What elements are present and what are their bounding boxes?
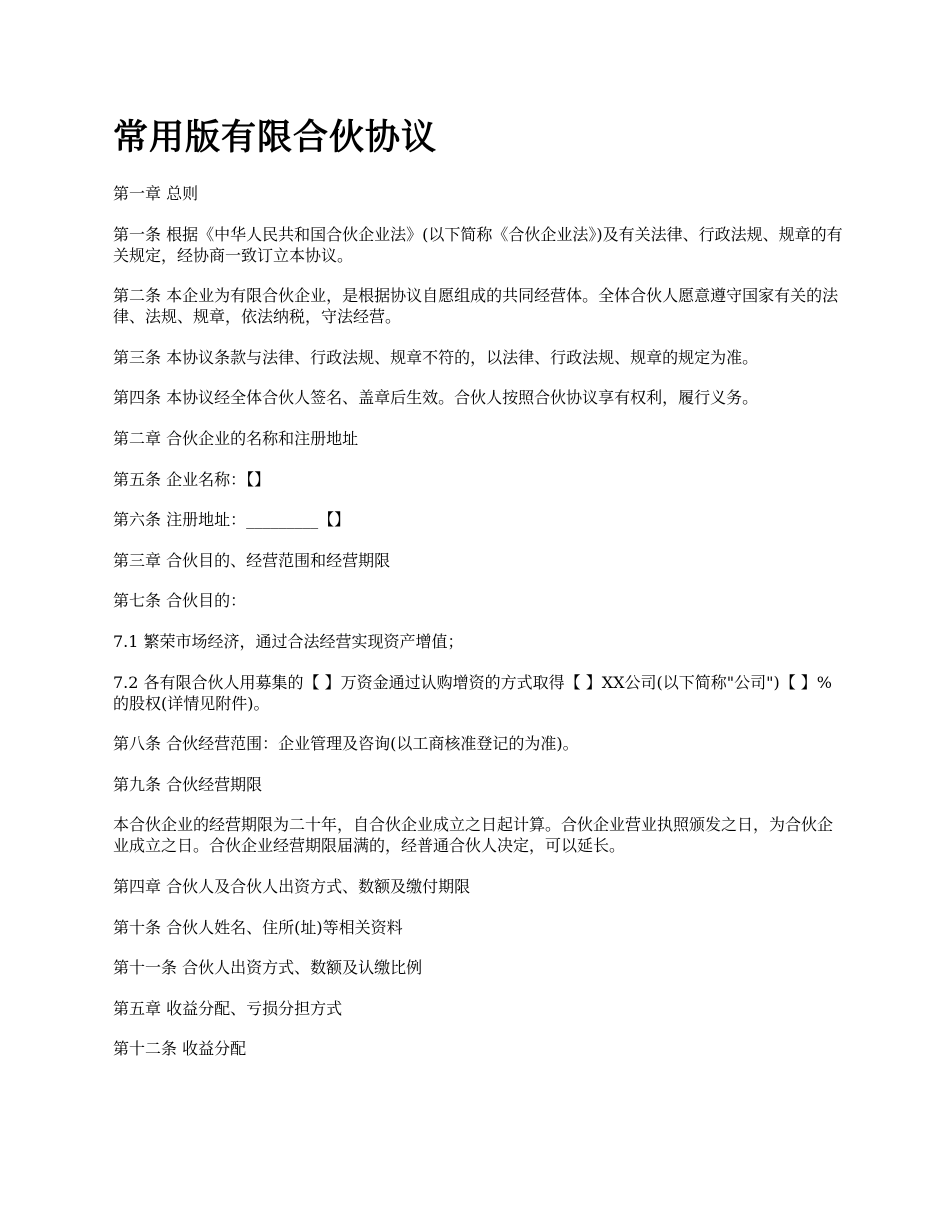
article-paragraph: 第二条 本企业为有限合伙企业，是根据协议自愿组成的共同经营体。全体合伙人愿意遵守国家有关的法律、法规、规章，依法纳税，守法经营。	[113, 286, 839, 327]
chapter-heading: 第三章 合伙目的、经营范围和经营期限	[113, 550, 391, 570]
chapter-heading: 第五章 收益分配、亏损分担方式	[113, 998, 343, 1018]
chapter-heading: 第二章 合伙企业的名称和注册地址	[113, 428, 359, 448]
article-paragraph: 第十一条 合伙人出资方式、数额及认缴比例	[113, 958, 423, 978]
chapter-heading: 第一章 总则	[113, 184, 199, 203]
article-paragraph: 第七条 合伙目的：	[113, 591, 247, 611]
article-paragraph: 第一条 根据《中华人民共和国合伙企业法》(以下简称《合伙企业法》)及有关法律、行政法规、规章的有关规定，经协商一致订立本协议。	[113, 224, 843, 265]
article-paragraph: 第四条 本协议经全体合伙人签名、盖章后生效。合伙人按照合伙协议享有权利，履行义务。	[113, 388, 759, 408]
clause-paragraph: 7.2 各有限合伙人用募集的【 】万资金通过认购增资的方式取得【 】XX公司(以下简称"公司")【 】%的股权(详情见附件)。	[113, 672, 832, 713]
article-paragraph: 第十条 合伙人姓名、住所(址)等相关资料	[113, 917, 403, 937]
article-paragraph: 第五条 企业名称：【】	[113, 469, 271, 489]
article-paragraph: 第九条 合伙经营期限	[113, 774, 263, 794]
article-paragraph: 第八条 合伙经营范围：企业管理及咨询(以工商核准登记的为准)。	[113, 734, 579, 754]
document-title: 常用版有限合伙协议	[113, 118, 438, 158]
document-page	[113, 116, 843, 1079]
article-paragraph: 第六条 注册地址：_________【】	[113, 510, 351, 530]
body-paragraph: 本合伙企业的经营期限为二十年，自合伙企业成立之日起计算。合伙企业营业执照颁发之日，为合伙企业成立之日。合伙企业经营期限届满的，经普通合伙人决定，可以延长。	[113, 815, 834, 856]
article-paragraph: 第十二条 收益分配	[113, 1039, 247, 1059]
article-paragraph: 第三条 本协议条款与法律、行政法规、规章不符的，以法律、行政法规、规章的规定为准。	[113, 347, 759, 367]
clause-paragraph: 7.1 繁荣市场经济，通过合法经营实现资产增值；	[113, 631, 464, 651]
chapter-heading: 第四章 合伙人及合伙人出资方式、数额及缴付期限	[113, 876, 471, 896]
